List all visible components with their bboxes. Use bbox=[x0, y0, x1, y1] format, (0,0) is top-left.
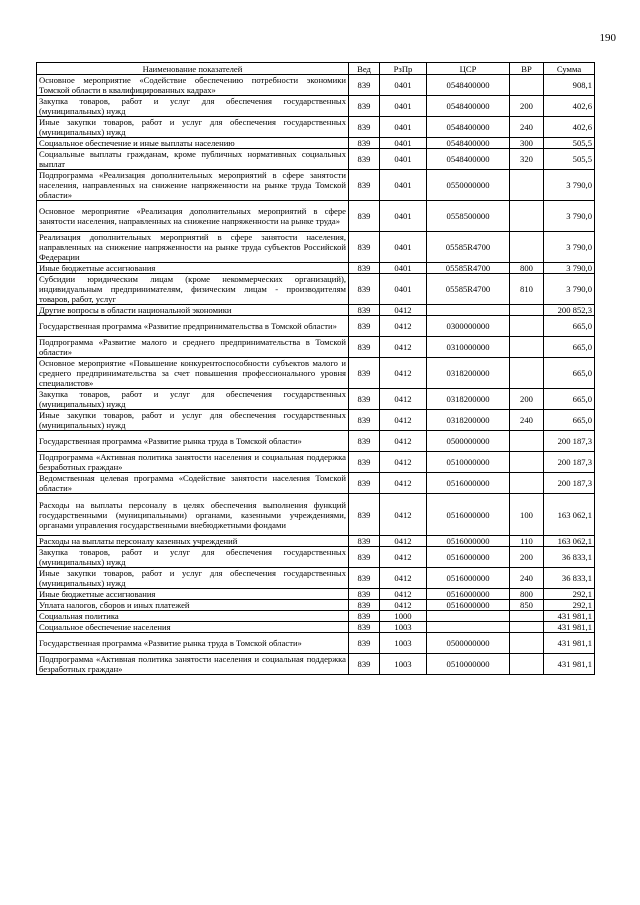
cell-csr: 05585R4700 bbox=[427, 274, 510, 305]
cell-csr: 0548400000 bbox=[427, 96, 510, 117]
cell-sum: 402,6 bbox=[544, 96, 595, 117]
cell-csr: 0516000000 bbox=[427, 494, 510, 536]
cell-csr: 0516000000 bbox=[427, 589, 510, 600]
cell-vr bbox=[510, 305, 544, 316]
cell-rzpr: 0412 bbox=[380, 536, 427, 547]
cell-csr: 0500000000 bbox=[427, 633, 510, 654]
cell-name: Закупка товаров, работ и услуг для обеспечения государственных (муниципальных) нужд bbox=[37, 389, 349, 410]
cell-name: Подпрограмма «Развитие малого и среднего предпринимательства в Томской области» bbox=[37, 337, 349, 358]
cell-sum: 431 981,1 bbox=[544, 622, 595, 633]
cell-vr bbox=[510, 452, 544, 473]
cell-sum: 505,5 bbox=[544, 138, 595, 149]
cell-csr: 0318200000 bbox=[427, 358, 510, 389]
cell-vr: 240 bbox=[510, 410, 544, 431]
table-row bbox=[37, 274, 595, 305]
cell-csr: 05585R4700 bbox=[427, 263, 510, 274]
table-row bbox=[37, 654, 595, 675]
cell-sum: 665,0 bbox=[544, 316, 595, 337]
cell-sum: 200 187,3 bbox=[544, 473, 595, 494]
table-row bbox=[37, 96, 595, 117]
cell-ved: 839 bbox=[349, 274, 380, 305]
cell-sum: 200 187,3 bbox=[544, 452, 595, 473]
cell-ved: 839 bbox=[349, 600, 380, 611]
cell-ved: 839 bbox=[349, 232, 380, 263]
cell-vr bbox=[510, 201, 544, 232]
cell-sum: 431 981,1 bbox=[544, 611, 595, 622]
cell-ved: 839 bbox=[349, 452, 380, 473]
cell-csr: 0516000000 bbox=[427, 568, 510, 589]
cell-vr: 850 bbox=[510, 600, 544, 611]
cell-rzpr: 0412 bbox=[380, 337, 427, 358]
cell-ved: 839 bbox=[349, 389, 380, 410]
cell-csr: 0300000000 bbox=[427, 316, 510, 337]
table-row bbox=[37, 305, 595, 316]
cell-rzpr: 0401 bbox=[380, 117, 427, 138]
cell-vr bbox=[510, 358, 544, 389]
cell-name: Иные бюджетные ассигнования bbox=[37, 263, 349, 274]
cell-rzpr: 1000 bbox=[380, 611, 427, 622]
cell-rzpr: 0412 bbox=[380, 452, 427, 473]
cell-rzpr: 0412 bbox=[380, 316, 427, 337]
cell-ved: 839 bbox=[349, 138, 380, 149]
cell-rzpr: 0401 bbox=[380, 232, 427, 263]
cell-vr: 800 bbox=[510, 263, 544, 274]
cell-csr: 0516000000 bbox=[427, 600, 510, 611]
cell-name: Подпрограмма «Реализация дополнительных мероприятий в сфере занятости населения, направленных на снижение напряженности на рынке труда Томской области» bbox=[37, 170, 349, 201]
cell-csr: 0550000000 bbox=[427, 170, 510, 201]
cell-rzpr: 0401 bbox=[380, 149, 427, 170]
cell-ved: 839 bbox=[349, 611, 380, 622]
cell-vr bbox=[510, 232, 544, 263]
table-row bbox=[37, 389, 595, 410]
table-body bbox=[37, 75, 595, 675]
table-row bbox=[37, 600, 595, 611]
cell-csr bbox=[427, 622, 510, 633]
cell-name: Основное мероприятие «Содействие обеспечению потребности экономики Томской области в квалифицированных кадрах» bbox=[37, 75, 349, 96]
table-row bbox=[37, 536, 595, 547]
cell-rzpr: 0412 bbox=[380, 389, 427, 410]
cell-sum: 3 790,0 bbox=[544, 170, 595, 201]
cell-rzpr: 0401 bbox=[380, 138, 427, 149]
header-vr: ВР bbox=[510, 63, 544, 75]
cell-rzpr: 0401 bbox=[380, 170, 427, 201]
cell-rzpr: 1003 bbox=[380, 622, 427, 633]
cell-vr bbox=[510, 473, 544, 494]
cell-csr: 0516000000 bbox=[427, 547, 510, 568]
cell-name: Государственная программа «Развитие рынка труда в Томской области» bbox=[37, 633, 349, 654]
cell-rzpr: 0412 bbox=[380, 600, 427, 611]
cell-sum: 431 981,1 bbox=[544, 654, 595, 675]
cell-csr: 0558500000 bbox=[427, 201, 510, 232]
cell-vr bbox=[510, 431, 544, 452]
cell-csr bbox=[427, 305, 510, 316]
cell-csr: 0516000000 bbox=[427, 536, 510, 547]
cell-name: Иные закупки товаров, работ и услуг для обеспечения государственных (муниципальных) нужд bbox=[37, 410, 349, 431]
cell-ved: 839 bbox=[349, 305, 380, 316]
cell-name: Другие вопросы в области национальной экономики bbox=[37, 305, 349, 316]
cell-csr: 0318200000 bbox=[427, 389, 510, 410]
cell-vr: 300 bbox=[510, 138, 544, 149]
cell-ved: 839 bbox=[349, 149, 380, 170]
cell-name: Закупка товаров, работ и услуг для обеспечения государственных (муниципальных) нужд bbox=[37, 547, 349, 568]
cell-sum: 163 062,1 bbox=[544, 536, 595, 547]
cell-ved: 839 bbox=[349, 75, 380, 96]
cell-name: Социальная политика bbox=[37, 611, 349, 622]
cell-csr: 0510000000 bbox=[427, 654, 510, 675]
table-row bbox=[37, 358, 595, 389]
cell-name: Расходы на выплаты персоналу казенных учреждений bbox=[37, 536, 349, 547]
table-row bbox=[37, 431, 595, 452]
table-row bbox=[37, 75, 595, 96]
cell-ved: 839 bbox=[349, 410, 380, 431]
cell-ved: 839 bbox=[349, 263, 380, 274]
header-name: Наименование показателей bbox=[37, 63, 349, 75]
table-row bbox=[37, 232, 595, 263]
cell-sum: 402,6 bbox=[544, 117, 595, 138]
cell-rzpr: 0412 bbox=[380, 358, 427, 389]
cell-sum: 3 790,0 bbox=[544, 201, 595, 232]
cell-vr: 100 bbox=[510, 494, 544, 536]
cell-sum: 36 833,1 bbox=[544, 547, 595, 568]
table-row bbox=[37, 410, 595, 431]
cell-sum: 200 187,3 bbox=[544, 431, 595, 452]
cell-csr: 0548400000 bbox=[427, 75, 510, 96]
cell-rzpr: 0401 bbox=[380, 201, 427, 232]
cell-ved: 839 bbox=[349, 96, 380, 117]
cell-vr bbox=[510, 633, 544, 654]
cell-ved: 839 bbox=[349, 536, 380, 547]
cell-name: Подпрограмма «Активная политика занятости населения и социальная поддержка безработных граждан» bbox=[37, 654, 349, 675]
cell-sum: 665,0 bbox=[544, 358, 595, 389]
cell-name: Социальное обеспечение населения bbox=[37, 622, 349, 633]
cell-rzpr: 0412 bbox=[380, 431, 427, 452]
cell-rzpr: 0401 bbox=[380, 263, 427, 274]
table-header bbox=[37, 63, 595, 75]
cell-ved: 839 bbox=[349, 494, 380, 536]
cell-rzpr: 0412 bbox=[380, 568, 427, 589]
cell-csr: 0548400000 bbox=[427, 117, 510, 138]
table-row bbox=[37, 117, 595, 138]
table-row bbox=[37, 473, 595, 494]
cell-name: Закупка товаров, работ и услуг для обеспечения государственных (муниципальных) нужд bbox=[37, 96, 349, 117]
table-row bbox=[37, 316, 595, 337]
cell-csr: 05585R4700 bbox=[427, 232, 510, 263]
cell-rzpr: 1003 bbox=[380, 633, 427, 654]
table-row bbox=[37, 138, 595, 149]
budget-table bbox=[36, 62, 595, 675]
table-row bbox=[37, 337, 595, 358]
cell-vr: 240 bbox=[510, 568, 544, 589]
cell-ved: 839 bbox=[349, 316, 380, 337]
cell-name: Государственная программа «Развитие предпринимательства в Томской области» bbox=[37, 316, 349, 337]
cell-vr bbox=[510, 654, 544, 675]
cell-sum: 665,0 bbox=[544, 389, 595, 410]
cell-rzpr: 0401 bbox=[380, 274, 427, 305]
cell-sum: 3 790,0 bbox=[544, 232, 595, 263]
cell-vr bbox=[510, 611, 544, 622]
cell-sum: 200 852,3 bbox=[544, 305, 595, 316]
cell-csr: 0548400000 bbox=[427, 138, 510, 149]
cell-name: Иные закупки товаров, работ и услуг для обеспечения государственных (муниципальных) нужд bbox=[37, 117, 349, 138]
cell-vr bbox=[510, 337, 544, 358]
cell-ved: 839 bbox=[349, 473, 380, 494]
cell-sum: 3 790,0 bbox=[544, 274, 595, 305]
table-row bbox=[37, 170, 595, 201]
table-row bbox=[37, 149, 595, 170]
header-ved: Вед bbox=[349, 63, 380, 75]
cell-ved: 839 bbox=[349, 589, 380, 600]
cell-rzpr: 0412 bbox=[380, 494, 427, 536]
cell-vr: 810 bbox=[510, 274, 544, 305]
cell-sum: 505,5 bbox=[544, 149, 595, 170]
cell-vr: 200 bbox=[510, 547, 544, 568]
table-row bbox=[37, 589, 595, 600]
cell-ved: 839 bbox=[349, 337, 380, 358]
cell-vr: 800 bbox=[510, 589, 544, 600]
table-row bbox=[37, 622, 595, 633]
cell-sum: 292,1 bbox=[544, 600, 595, 611]
cell-ved: 839 bbox=[349, 201, 380, 232]
cell-name: Социальное обеспечение и иные выплаты населению bbox=[37, 138, 349, 149]
cell-rzpr: 0401 bbox=[380, 75, 427, 96]
cell-rzpr: 0412 bbox=[380, 589, 427, 600]
cell-rzpr: 0412 bbox=[380, 473, 427, 494]
cell-vr bbox=[510, 622, 544, 633]
cell-name: Иные закупки товаров, работ и услуг для обеспечения государственных (муниципальных) нужд bbox=[37, 568, 349, 589]
cell-ved: 839 bbox=[349, 117, 380, 138]
cell-csr: 0516000000 bbox=[427, 473, 510, 494]
table-row bbox=[37, 452, 595, 473]
table-row bbox=[37, 611, 595, 622]
cell-vr: 110 bbox=[510, 536, 544, 547]
cell-rzpr: 1003 bbox=[380, 654, 427, 675]
cell-name: Основное мероприятие «Реализация дополнительных мероприятий в сфере занятости населения, направленных на снижение напряженности на рынке труда» bbox=[37, 201, 349, 232]
cell-vr bbox=[510, 316, 544, 337]
cell-name: Ведомственная целевая программа «Содействие занятости населения Томской области» bbox=[37, 473, 349, 494]
cell-ved: 839 bbox=[349, 170, 380, 201]
cell-vr bbox=[510, 75, 544, 96]
cell-name: Реализация дополнительных мероприятий в сфере занятости населения, направленных на снижение напряженности на рынке труда субъектов Российской Федерации bbox=[37, 232, 349, 263]
table-row bbox=[37, 494, 595, 536]
cell-name: Субсидии юридическим лицам (кроме некоммерческих организаций), индивидуальным предпринимателям, физическим лицам - производителям товаров, работ, услуг bbox=[37, 274, 349, 305]
header-row bbox=[37, 63, 595, 75]
cell-ved: 839 bbox=[349, 547, 380, 568]
cell-csr: 0310000000 bbox=[427, 337, 510, 358]
cell-sum: 431 981,1 bbox=[544, 633, 595, 654]
cell-ved: 839 bbox=[349, 568, 380, 589]
cell-vr: 240 bbox=[510, 117, 544, 138]
cell-ved: 839 bbox=[349, 622, 380, 633]
cell-name: Подпрограмма «Активная политика занятости населения и социальная поддержка безработных граждан» bbox=[37, 452, 349, 473]
table-row bbox=[37, 263, 595, 274]
cell-csr: 0548400000 bbox=[427, 149, 510, 170]
cell-vr bbox=[510, 170, 544, 201]
cell-ved: 839 bbox=[349, 633, 380, 654]
cell-sum: 665,0 bbox=[544, 337, 595, 358]
cell-sum: 292,1 bbox=[544, 589, 595, 600]
cell-ved: 839 bbox=[349, 654, 380, 675]
cell-sum: 3 790,0 bbox=[544, 263, 595, 274]
cell-name: Иные бюджетные ассигнования bbox=[37, 589, 349, 600]
cell-name: Основное мероприятие «Повышение конкурентоспособности субъектов малого и среднего предпринимательства за счет повышения профессионального уровня специалистов» bbox=[37, 358, 349, 389]
cell-rzpr: 0412 bbox=[380, 547, 427, 568]
cell-vr: 200 bbox=[510, 96, 544, 117]
cell-name: Расходы на выплаты персоналу в целях обеспечения выполнения функций государственными (муниципальными) органами, казенными учреждениями, органами управления государственными внебюджетными фондами bbox=[37, 494, 349, 536]
cell-sum: 36 833,1 bbox=[544, 568, 595, 589]
cell-name: Государственная программа «Развитие рынка труда в Томской области» bbox=[37, 431, 349, 452]
page-number: 190 bbox=[599, 32, 616, 44]
cell-csr: 0500000000 bbox=[427, 431, 510, 452]
table-row bbox=[37, 201, 595, 232]
cell-csr: 0510000000 bbox=[427, 452, 510, 473]
cell-name: Уплата налогов, сборов и иных платежей bbox=[37, 600, 349, 611]
cell-vr: 320 bbox=[510, 149, 544, 170]
table-row bbox=[37, 547, 595, 568]
cell-sum: 665,0 bbox=[544, 410, 595, 431]
table-row bbox=[37, 568, 595, 589]
cell-rzpr: 0412 bbox=[380, 410, 427, 431]
cell-ved: 839 bbox=[349, 358, 380, 389]
table-row bbox=[37, 633, 595, 654]
cell-rzpr: 0401 bbox=[380, 96, 427, 117]
header-rzpr: РзПр bbox=[380, 63, 427, 75]
cell-name: Социальные выплаты гражданам, кроме публичных нормативных социальных выплат bbox=[37, 149, 349, 170]
cell-csr: 0318200000 bbox=[427, 410, 510, 431]
cell-sum: 163 062,1 bbox=[544, 494, 595, 536]
cell-sum: 908,1 bbox=[544, 75, 595, 96]
header-csr: ЦСР bbox=[427, 63, 510, 75]
cell-ved: 839 bbox=[349, 431, 380, 452]
header-sum: Сумма bbox=[544, 63, 595, 75]
cell-rzpr: 0412 bbox=[380, 305, 427, 316]
cell-vr: 200 bbox=[510, 389, 544, 410]
cell-csr bbox=[427, 611, 510, 622]
